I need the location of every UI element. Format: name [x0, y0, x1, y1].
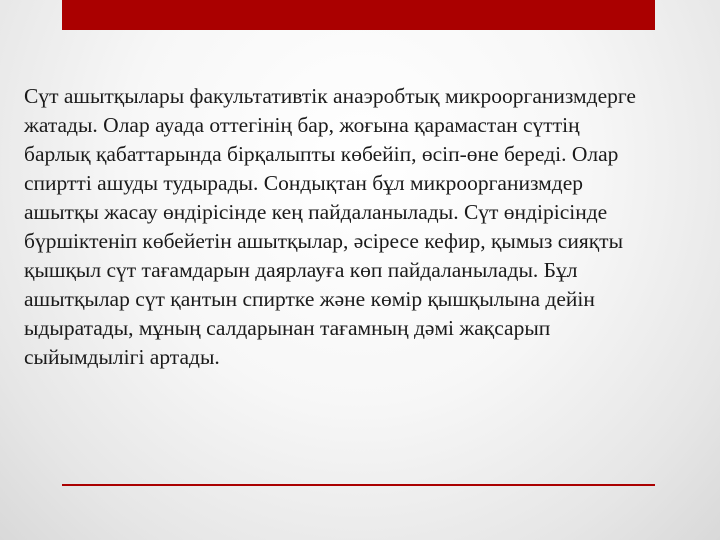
body-text: Сүт ашытқылары факультативтік анаэробтық микроорганизмдерге жатады. Олар ауада оттегінің бар, жоғына қарамастан сүттің барлық қабаттарында бірқалыпты көбейіп, өсіп-өне береді. Олар спиртті ашуды тудырады. Сондықтан бұл микроорганизмдер ашытқы жасау өндірісінде кең пайдаланылады. Сүт өндірісінде бүршіктеніп көбейетін ашытқылар, әсіресе кефир, қымыз сияқты қышқыл сүт тағамдарын даярлауға көп пайдаланылады. Бұл ашытқылар сүт қантын спиртке және көмір қышқылына дейін ыдыратады, мұның салдарынан тағамның дәмі жақсарып сыйымдылігі артады.	[24, 84, 636, 369]
bottom-accent-line	[62, 484, 655, 486]
top-accent-bar	[62, 0, 655, 30]
